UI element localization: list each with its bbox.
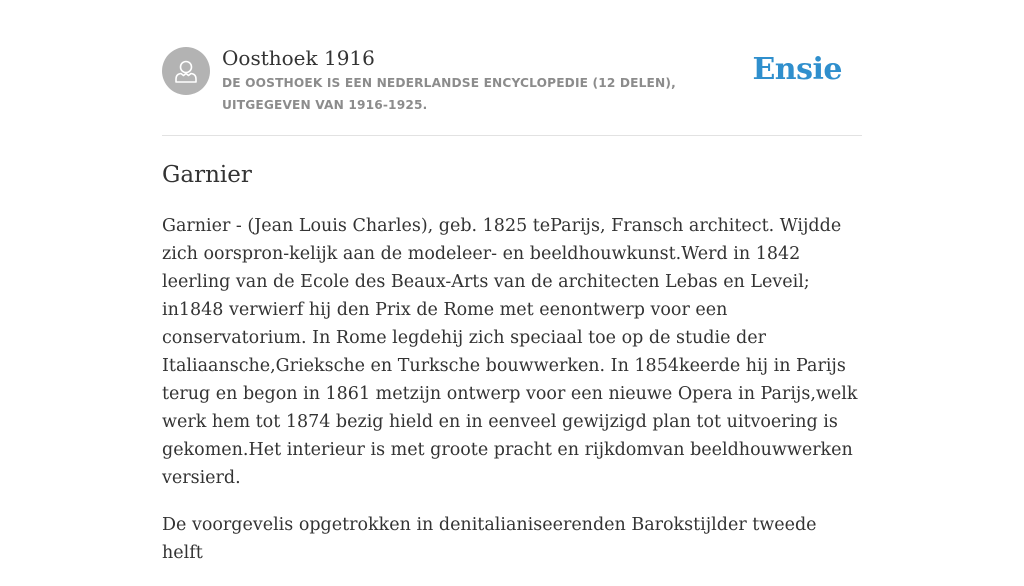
- content-container: [162, 0, 862, 563]
- article-body: [162, 212, 862, 586]
- article-title: Garnier: [162, 162, 252, 188]
- person-outline-icon: [171, 56, 201, 86]
- ensie-logo[interactable]: Ensie: [752, 52, 842, 87]
- user-avatar-icon[interactable]: [162, 47, 210, 95]
- article-paragraph: De voorgevelis opgetrokken in denitalianiseerenden Barokstijlder tweede helft: [162, 515, 817, 563]
- article-paragraph: Garnier - (Jean Louis Charles), geb. 1825 teParijs, Fransch architect. Wijdde zich oorspron-kelijk aan de modeleer- en beeldhouwkunst.Werd in 1842 leerling van de Ecole des Beaux-Arts van de architecten Lebas en Leveil; in1848 verwierf hij den Prix de Rome met eenontwerp voor een conservatorium. In Rome legdehij zich speciaal toe op de studie der Italiaansche,Grieksche en Turksche bouwwerken. In 1854keerde hij in Parijs terug en begon in 1861 metzijn ontwerp voor een nieuwe Opera in Parijs,welk werk hem tot 1874 bezig hield en in eenveel gewijzigd plan tot uitvoering is gekomen.Het interieur is met groote pracht en rijkdomvan beeldhouwwerken versierd.: [162, 216, 858, 488]
- source-description: DE OOSTHOEK IS EEN NEDERLANDSE ENCYCLOPEDIE (12 DELEN), UITGEGEVEN VAN 1916-1925.: [222, 76, 676, 112]
- source-name[interactable]: Oosthoek 1916: [222, 46, 375, 70]
- source-header: [162, 0, 862, 136]
